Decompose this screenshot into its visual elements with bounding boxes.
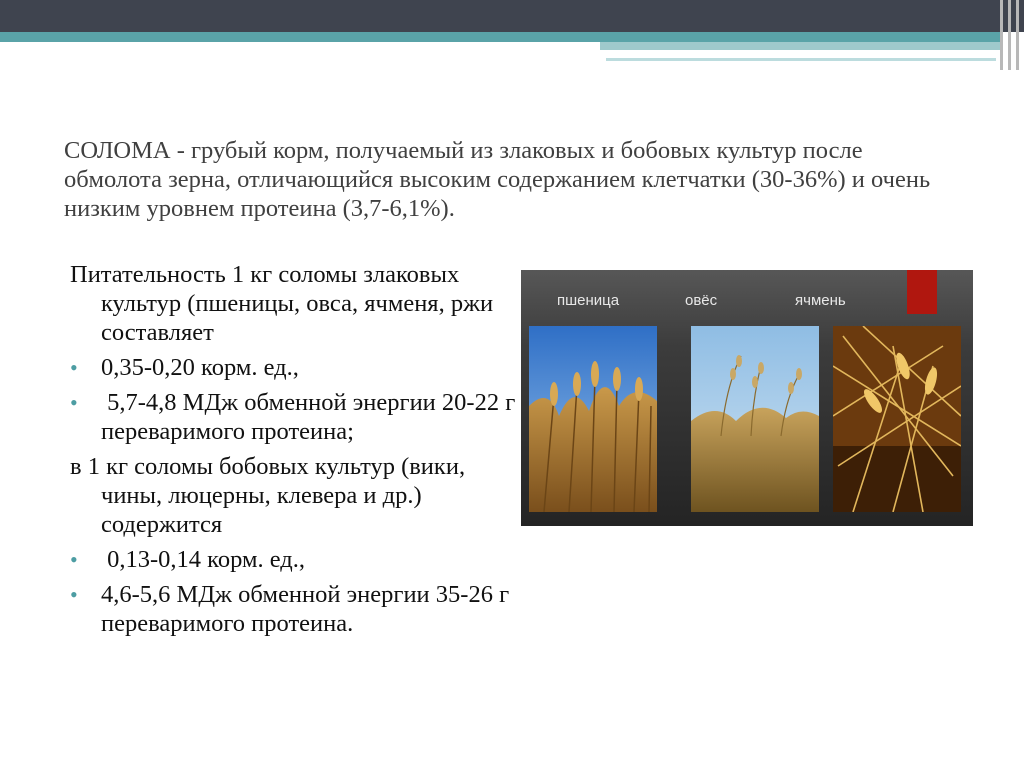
- lead-paragraph: СОЛОМА - грубый корм, получаемый из злаковых и бобовых культур после обмолота зерна, отличающийся высоким содержанием клетчатки (30-36%) и очень низким уровнем протеина (3,7-6,1%).: [64, 137, 931, 222]
- bullet-icon: •: [70, 390, 78, 415]
- header-divider: [1016, 0, 1019, 70]
- list-item-text: 0,13-0,14 корм. ед.,: [101, 546, 305, 573]
- header-band: [0, 0, 1024, 32]
- bullet-icon: •: [70, 547, 78, 572]
- header-divider: [1008, 0, 1011, 70]
- barley-photo: [833, 326, 961, 512]
- header-divider: [1000, 0, 1003, 70]
- list-item-text: 0,35-0,20 корм. ед.,: [101, 354, 299, 381]
- label-barley: ячмень: [795, 292, 846, 309]
- cereal-intro: Питательность 1 кг соломы злаковых культур (пшеницы, овса, ячменя, ржи составляет: [70, 261, 494, 346]
- wheat-photo: [529, 326, 657, 512]
- list-item-text: 5,7-4,8 МДж обменной энергии 20-22 г переваримого протеина;: [101, 389, 522, 445]
- label-wheat: пшеница: [557, 292, 620, 309]
- label-oats: овёс: [685, 292, 718, 309]
- header-accent-line: [606, 58, 996, 61]
- accent-tab: [907, 270, 937, 314]
- oats-photo: [691, 326, 819, 512]
- bullet-icon: •: [70, 582, 78, 607]
- list-item-text: 4,6-5,6 МДж обменной энергии 35-26 г переваримого протеина.: [101, 581, 510, 637]
- list-item: [70, 353, 530, 382]
- nutrition-text: [70, 260, 530, 644]
- header-accent-stripe: [0, 32, 1000, 42]
- cereal-photos-figure: [521, 270, 973, 526]
- bullet-icon: •: [70, 355, 78, 380]
- header-accent-stripe-light: [600, 42, 1000, 50]
- list-item: [70, 580, 530, 638]
- list-item: [70, 388, 530, 446]
- legume-intro: в 1 кг соломы бобовых культур (вики, чины, люцерны, клевера и др.) содержится: [70, 453, 466, 538]
- list-item: [70, 545, 530, 574]
